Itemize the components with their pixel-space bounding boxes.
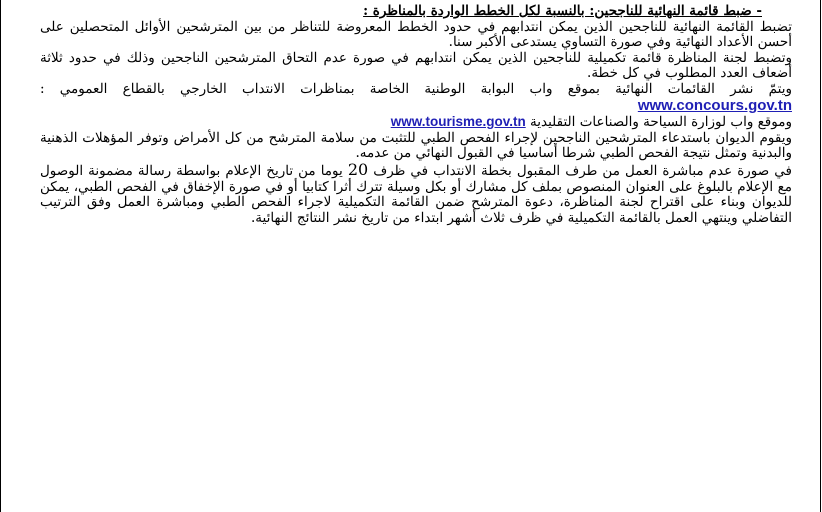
paragraph-publication	[40, 82, 792, 131]
section-heading: - ضبط قائمة النهائية للناجحين: بالنسبة لكل الخطط الواردة بالمناظرة :	[363, 3, 762, 19]
paragraph-start-work	[40, 159, 792, 226]
paragraph-complementary-list: وتضبط لجنة المناظرة قائمة تكميلية للناجحين الذين يمكن انتدابهم في صورة عدم التحاق المترشحين الناجحين وذلك في حدود ثلاثة أضعاف العدد المطلوب في كل خطة.	[40, 49, 792, 82]
start-work-text-before: في صورة عدم مباشرة العمل من طرف المقبول بخطة الانتداب في ظرف	[373, 162, 792, 179]
days-count: 20	[347, 159, 369, 179]
document-body	[40, 4, 792, 226]
page-border-right	[820, 0, 821, 512]
page-border-left	[0, 0, 1, 512]
paragraph-final-list: تضبط القائمة النهائية للناجحين الذين يمكن انتدابهم في حدود الخطط المعروضة للتناظر من بين المترشحين الأوائل المتحصلين على أحسن الأعداد النهائية وفي صورة التساوي يستدعى الأكبر سنا.	[40, 18, 792, 51]
publication-text: ويتمّ نشر القائمات النهائية بموقع واب البوابة الوطنية الخاصة بمناظرات الانتداب الخارجي بالقطاع العمومي :	[40, 80, 792, 97]
tourisme-link[interactable]: www.tourisme.gov.tn	[390, 114, 526, 130]
ministry-site-text: وموقع واب لوزارة السياحة والصناعات التقليدية	[530, 114, 792, 131]
concours-link[interactable]: www.concours.gov.tn	[637, 96, 792, 114]
paragraph-medical-exam: ويقوم الديوان باستدعاء المترشحين الناجحين لإجراء الفحص الطبي للتثبت من سلامة المترشح من كل الأمراض وتوفر المؤهلات الذهنية والبدنية وتمثل نتيجة الفحص الطبي شرطا أساسيا في القبول النهائي من عدمه.	[40, 129, 792, 162]
start-work-text-after: يوما من تاريخ الإعلام بواسطة رسالة مضمونة الوصول مع الإعلام بالبلوغ على العنوان المنصوص بملف كل مشارك أو بكل وسيلة تترك أثرا كتابيا أو في صورة الإخفاق في الفحص الطبي، يمكن للديوان وبناء على اقتراح لجنة المناظرة، دعوة المترشح ضمن القائمة التكميلية لاجراء الفحص الطبي ومباشرة العمل وفق الترتيب التفاضلي وينتهي العمل بالقائمة التكميلية في ظرف ثلاث أشهر ابتداء من تاريخ نشر النتائج النهائية.	[40, 162, 792, 226]
